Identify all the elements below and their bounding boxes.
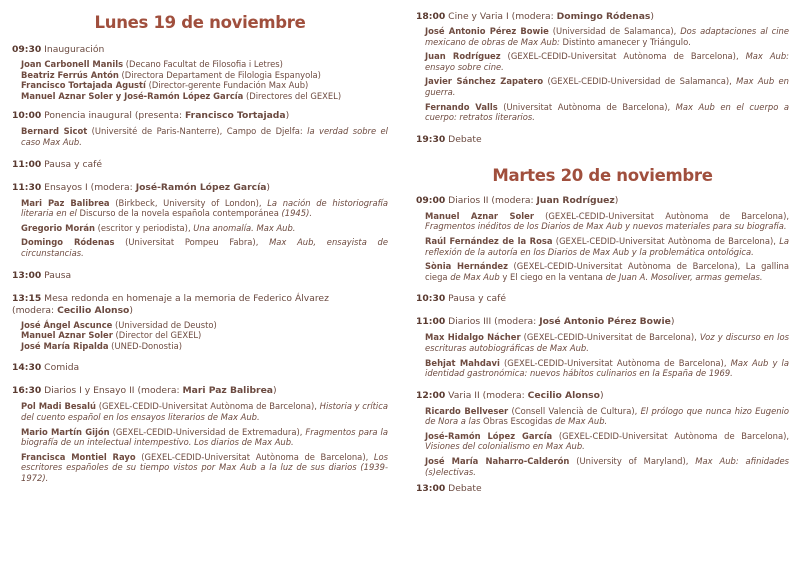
talk xyxy=(425,431,789,452)
talk xyxy=(425,51,789,72)
talk-title-roman: Distinto amanecer y Triángulo. xyxy=(559,36,691,47)
talk xyxy=(21,452,388,484)
speaker-affiliation: (escritor y periodista), xyxy=(94,222,194,233)
session-time: 16:30 xyxy=(12,385,42,397)
talk-title-roman: y El ciego en la ventana xyxy=(499,271,606,282)
participant xyxy=(21,320,388,331)
speaker-name: Max Hidalgo Nácher xyxy=(425,332,521,343)
participant-name: Manuel Aznar Soler y José-Ramón López García xyxy=(21,90,244,101)
participant xyxy=(21,59,388,70)
speaker-name: Fernando Valls xyxy=(425,101,498,112)
speaker-affiliation: (GEXEL-CEDID-Universitat Autònoma de Barcelona), xyxy=(96,401,320,412)
speaker-affiliation: (GEXEL-CEDID-Universitat Autònoma de Barcelona), xyxy=(500,51,746,62)
session-time: 13:00 xyxy=(12,269,42,281)
session-heading xyxy=(416,134,789,146)
session-time: 18:00 xyxy=(416,11,446,22)
talk-title: Historia y crítica del cuento español en los ensayos literarios de Max Aub. xyxy=(21,401,388,422)
day-title-tuesday: Martes 20 de noviembre xyxy=(492,165,713,185)
session-pausa-cafe-2 xyxy=(416,293,789,305)
talk-title-tail: (1945). xyxy=(281,208,312,219)
session-heading xyxy=(416,11,789,23)
participant-name: Francisco Tortajada Agustí xyxy=(21,80,146,91)
session-heading xyxy=(12,293,388,317)
session-heading xyxy=(12,182,388,194)
moderator-name: Cecilio Alonso xyxy=(57,304,130,316)
session-title: Pausa y café xyxy=(448,293,507,305)
right-column xyxy=(416,0,789,506)
talk xyxy=(425,236,789,257)
talk xyxy=(21,237,388,258)
session-inauguracion xyxy=(12,44,388,101)
session-time: 11:00 xyxy=(12,158,42,170)
participant-name: José María Ripalda xyxy=(21,340,109,351)
speaker-affiliation: (GEXEL-CEDID-Universitat de Barcelona), xyxy=(520,332,700,343)
participant-affiliation: (Directora Departament de Filologia Espanyola) xyxy=(121,69,321,80)
session-mesa-redonda xyxy=(12,293,388,352)
talk-title: Max Aub y la identidad gastronómica: nuevos hábitos culinarios en la España de 1969. xyxy=(425,357,789,379)
moderator-name: José-Ramón López García xyxy=(135,181,267,193)
moderator-close: ) xyxy=(599,389,604,401)
speaker-affiliation: (University of Maryland), xyxy=(569,456,696,467)
session-pausa xyxy=(12,270,388,282)
speaker-name: José-Ramón López García xyxy=(425,430,553,441)
moderator-close: ) xyxy=(614,194,619,206)
session-debate-2 xyxy=(416,483,789,495)
moderator-name: Francisco Tortajada xyxy=(184,110,286,122)
speaker-affiliation: (Consell Valencià de Cultura), xyxy=(508,405,641,416)
session-time: 13:15 xyxy=(12,292,42,304)
session-title: Diarios II (modera: xyxy=(448,194,537,206)
talk xyxy=(21,198,388,219)
talk xyxy=(21,401,388,422)
session-title: Varia II (modera: xyxy=(448,389,528,401)
talk-title: de Max Aub xyxy=(450,271,500,282)
talk-title: El prólogo que nunca hizo Eugenio de Nora a las xyxy=(425,405,789,427)
speaker-name: Ricardo Bellveser xyxy=(425,405,509,416)
speaker-name: Gregorio Morán xyxy=(21,222,95,233)
session-heading xyxy=(416,483,789,495)
session-title: Ensayos I (modera: xyxy=(44,181,136,193)
speaker-affiliation: (GEXEL-CEDID-Universitat Autònoma de Barcelona), xyxy=(533,210,789,221)
speaker-name: Francisca Montiel Rayo xyxy=(21,451,136,462)
day-title-monday: Lunes 19 de noviembre xyxy=(94,13,306,32)
speaker-name: José Antonio Pérez Bowie xyxy=(425,26,549,36)
moderator-name: Juan Rodríguez xyxy=(536,194,615,206)
session-time: 13:00 xyxy=(416,483,446,495)
talk-title: Max Aub, ensayista de circunstancias. xyxy=(21,237,388,258)
speaker-name: Pol Madi Besalú xyxy=(21,401,97,412)
participant-name: Manuel Aznar Soler xyxy=(21,330,113,341)
talk-title-tail: de Max Aub. xyxy=(555,416,608,427)
participant-name: Joan Carbonell Manils xyxy=(21,59,124,69)
speaker-affiliation: (GEXEL-CEDID-Universitat Autònoma de Barcelona), La gallina ciega xyxy=(425,261,789,282)
speaker-name: Mario Martín Gijón xyxy=(21,426,110,437)
participant-affiliation: (Director-gerente Fundación Max Aub) xyxy=(148,80,309,91)
session-time: 11:00 xyxy=(416,316,446,328)
session-title: Debate xyxy=(448,483,482,495)
session-heading xyxy=(12,385,388,397)
talk-title: Visiones del colonialismo en Max Aub. xyxy=(425,441,585,452)
session-title: Debate xyxy=(448,133,482,145)
moderator-prefix: (modera: xyxy=(12,304,58,316)
talk-title-roman: Obras Escogidas xyxy=(480,416,556,427)
speaker-affiliation: (GEXEL-CEDID-Universitat Autònoma de Barcelona), xyxy=(552,235,780,246)
speaker-affiliation: (Birkbeck, University of London), xyxy=(109,197,268,208)
speaker-affiliation: (Universidad de Salamanca), xyxy=(548,26,681,36)
speaker-affiliation: (GEXEL-CEDID-Universidad de Extremadura), xyxy=(109,426,306,437)
session-heading xyxy=(12,159,388,171)
talk-title-roman: Discurso de la novela española contemporánea xyxy=(76,208,282,219)
session-time: 10:30 xyxy=(416,293,446,305)
session-time: 09:00 xyxy=(416,194,446,206)
talk xyxy=(425,211,789,232)
session-time: 11:30 xyxy=(12,181,42,193)
talk-title: Fragmentos para la biografía de un intelectual intempestivo. Los diarios de Max Aub. xyxy=(21,426,389,448)
participant-affiliation: (Decano Facultat de Filosofia i Letres) xyxy=(125,59,283,69)
speaker-name: Behjat Mahdavi xyxy=(425,357,500,368)
session-title: Ponencia inaugural (presenta: xyxy=(44,110,185,122)
talk xyxy=(425,261,789,282)
talk-title: Dos adaptaciones al cine mexicano de obras de Max Aub: xyxy=(425,26,789,47)
left-column xyxy=(12,0,388,494)
talk-title: La reflexión de la autoría en los Diarios de Max Aub y la problemática ontológica. xyxy=(425,235,790,257)
speaker-name: Javier Sánchez Zapatero xyxy=(425,76,544,87)
session-ponencia-inaugural xyxy=(12,110,388,147)
participant-affiliation: (Director del GEXEL) xyxy=(115,330,202,341)
session-time: 12:00 xyxy=(416,389,446,401)
speaker-name: Sònia Hernández xyxy=(425,261,508,272)
participant xyxy=(21,91,388,102)
talk xyxy=(425,406,789,427)
moderator-name: José Antonio Pérez Bowie xyxy=(539,316,671,328)
speaker-affiliation: (Universitat Autònoma de Barcelona), xyxy=(497,101,676,112)
moderator-close: ) xyxy=(650,11,654,22)
speaker-affiliation: (Universitat Pompeu Fabra), xyxy=(114,237,270,248)
talk xyxy=(425,76,789,97)
session-heading xyxy=(416,293,789,305)
speaker-affiliation: (GEXEL-CEDID-Universitat Autònoma de Barcelona), xyxy=(499,357,731,368)
talk xyxy=(425,358,789,379)
session-ensayos-1 xyxy=(12,182,388,259)
participant xyxy=(21,70,388,81)
session-heading xyxy=(416,390,789,402)
moderator-close: ) xyxy=(129,304,133,316)
session-time: 19:30 xyxy=(416,133,446,145)
moderator-close: ) xyxy=(670,316,675,328)
session-title: Pausa y café xyxy=(44,158,103,170)
talk-title: La nación de historiografía literaria en el xyxy=(21,197,388,219)
session-heading xyxy=(12,362,388,374)
session-heading xyxy=(416,195,789,207)
talk xyxy=(425,456,789,477)
talk xyxy=(21,427,388,448)
talk xyxy=(425,102,789,123)
participant xyxy=(21,80,388,91)
speaker-affiliation: (GEXEL-CEDID-Universitat Autònoma de Barcelona), xyxy=(135,451,374,462)
talk-title-tail: de Juan A. Mosoliver, armas gemelas. xyxy=(605,271,763,282)
session-diarios-3 xyxy=(416,316,789,378)
moderator-name: Domingo Ródenas xyxy=(556,11,651,22)
moderator-close: ) xyxy=(285,110,290,122)
session-title: Cine y Varia I (modera: xyxy=(448,11,557,22)
talk-title: la verdad sobre el caso Max Aub. xyxy=(21,126,388,147)
talk-title: Fragmentos inéditos de los Diarios de Max Aub y nuevos materiales para su biografía. xyxy=(425,221,787,232)
talk-title: Max Aub: afinidades (s)electivas. xyxy=(425,456,789,477)
participant-name: Beatriz Ferrús Antón xyxy=(21,69,119,80)
talk-title: Una anomalía. Max Aub. xyxy=(193,222,296,233)
session-heading xyxy=(416,316,789,328)
speaker-name: Juan Rodríguez xyxy=(425,51,501,62)
talk-title: Los escritores españoles de su tiempo vistos por Max Aub a la luz de sus diarios (1939-1972). xyxy=(21,451,389,483)
speaker-affiliation: (GEXEL-CEDID-Universidad de Salamanca), xyxy=(543,76,737,87)
moderator-name: Cecilio Alonso xyxy=(527,389,600,401)
session-title: Comida xyxy=(44,362,80,374)
moderator-close: ) xyxy=(273,385,277,397)
participant xyxy=(21,330,388,341)
speaker-name: Raúl Fernández de la Rosa xyxy=(425,235,553,246)
talk-title: Max Aub en el cuerpo a cuerpo: retratos literarios. xyxy=(425,101,789,123)
participant-affiliation: (Directores del GEXEL) xyxy=(246,90,342,101)
session-time: 14:30 xyxy=(12,362,42,374)
session-heading xyxy=(12,270,388,282)
session-time: 09:30 xyxy=(12,44,42,55)
talk-title: Max Aub: ensayo sobre cine. xyxy=(425,51,789,72)
moderator-name: Mari Paz Balibrea xyxy=(182,385,274,397)
session-time: 10:00 xyxy=(12,110,42,122)
session-heading xyxy=(12,110,388,122)
talk xyxy=(425,332,789,353)
session-diarios-2 xyxy=(416,195,789,283)
talk-title: Voz y discurso en los escrituras autobiográficas de Max Aub. xyxy=(425,332,789,353)
session-diarios-1 xyxy=(12,385,388,483)
participant-affiliation: (UNED-Donostia) xyxy=(111,340,182,351)
speaker-affiliation: (Université de Paris-Nanterre), Campo de Djelfa: xyxy=(87,126,308,137)
moderator-close: ) xyxy=(266,181,271,193)
speaker-name: Bernard Sicot xyxy=(21,126,88,137)
speaker-name: Manuel Aznar Soler xyxy=(425,210,534,221)
participant xyxy=(21,341,388,352)
speaker-name: Domingo Ródenas xyxy=(21,237,115,248)
participant-name: José Ángel Ascunce xyxy=(21,319,113,330)
talk xyxy=(21,223,388,234)
session-varia-2 xyxy=(416,390,789,478)
talk xyxy=(21,126,388,147)
session-pausa-cafe xyxy=(12,159,388,171)
participant-affiliation: (Universidad de Deusto) xyxy=(115,319,217,330)
session-comida xyxy=(12,362,388,374)
speaker-name: José María Naharro-Calderón xyxy=(425,456,570,467)
talk xyxy=(425,26,789,47)
session-title: Diarios III (modera: xyxy=(448,316,540,328)
session-title: Pausa xyxy=(44,269,72,281)
speaker-name: Mari Paz Balibrea xyxy=(21,197,110,208)
session-cine-varia-1 xyxy=(416,11,789,123)
session-heading xyxy=(12,44,388,56)
session-title: Diarios I y Ensayo II (modera: xyxy=(44,385,183,397)
session-debate-1 xyxy=(416,134,789,146)
session-title: Inauguración xyxy=(44,44,105,55)
talk-title: Max Aub en guerra. xyxy=(425,76,789,97)
speaker-affiliation: (GEXEL-CEDID-Universitat Autònoma de Barcelona), xyxy=(552,430,790,441)
session-title: Mesa redonda en homenaje a la memoria de Federico Álvarez xyxy=(44,292,329,304)
